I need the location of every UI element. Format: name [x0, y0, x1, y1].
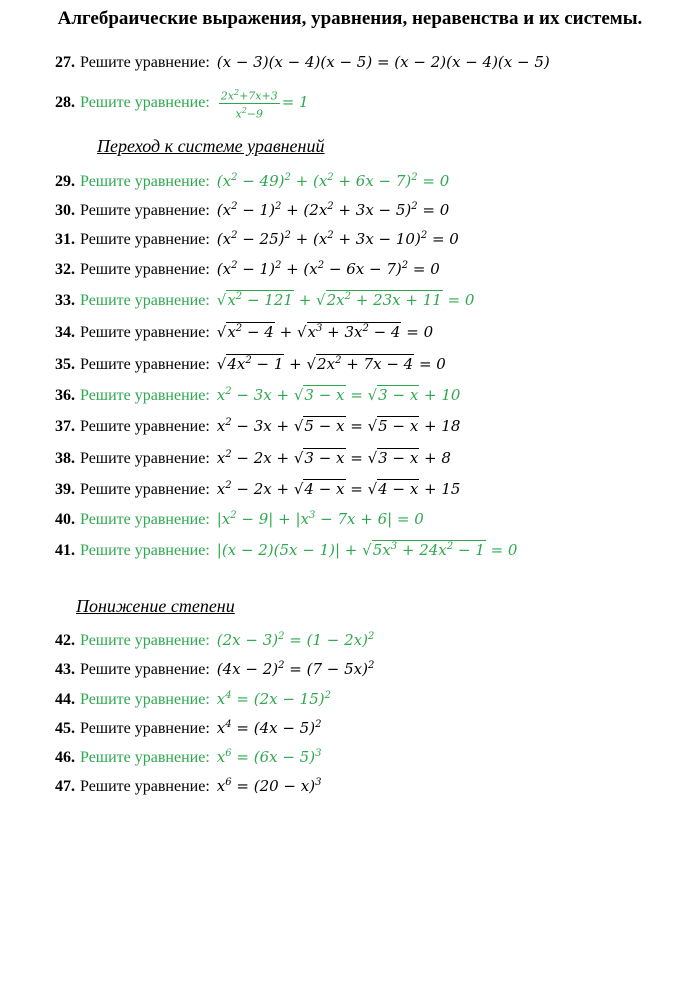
- equation: $√x^2 - 4 + √x^3 + 3x^2 - 4 = 0$: [216, 323, 434, 341]
- problem-prompt: Решите уравнение:: [80, 542, 210, 559]
- equation: $x^2 - 2x + √3 - x = √3 - x + 8$: [216, 449, 451, 467]
- problem-number: 34.: [55, 324, 75, 341]
- problem-number: 47.: [55, 778, 75, 795]
- equation: $(x^2 - 49)^2 + (x^2 + 6x - 7)^2 = 0$: [216, 172, 450, 190]
- problem-prompt: Решите уравнение:: [80, 632, 210, 649]
- problem-37: [55, 413, 460, 437]
- problem-number: 33.: [55, 292, 75, 309]
- problem-number: 45.: [55, 720, 75, 737]
- problem-prompt: Решите уравнение:: [80, 387, 210, 404]
- problem-number: 28.: [55, 94, 75, 112]
- problem-number: 43.: [55, 661, 75, 678]
- problem-prompt: Решите уравнение:: [80, 691, 210, 708]
- problem-28: [55, 86, 309, 120]
- problem-prompt: Решите уравнение:: [80, 778, 210, 795]
- problem-30: [55, 197, 449, 221]
- problem-number: 31.: [55, 231, 75, 248]
- problem-number: 35.: [55, 356, 75, 373]
- problem-prompt: Решите уравнение:: [80, 94, 210, 112]
- equation: $|(x - 2)(5x - 1)| + √5x^3 + 24x^2 - 1 = 0$: [216, 541, 518, 559]
- problem-number: 36.: [55, 387, 75, 404]
- equation: $|x^2 - 9| + |x^3 - 7x + 6| = 0$: [216, 510, 424, 528]
- problem-number: 29.: [55, 173, 75, 190]
- section-heading-system: Переход к системе уравнений: [97, 136, 325, 156]
- problem-prompt: Решите уравнение:: [80, 292, 210, 309]
- problem-number: 27.: [55, 54, 75, 71]
- problem-number: 38.: [55, 450, 75, 467]
- problem-prompt: Решите уравнение:: [80, 356, 210, 373]
- equation: $(x^2 - 1)^2 + (2x^2 + 3x - 5)^2 = 0$: [216, 201, 450, 219]
- problem-34: [55, 319, 433, 343]
- equation: $x^6 = (20 - x)^3$: [216, 777, 322, 795]
- equation: $\frac{2x^2+7x+3}{x^2-9}$ = 1: [220, 88, 309, 121]
- page-title: Алгебраические выражения, уравнения, неравенства и их системы.: [57, 8, 643, 29]
- equation: $x^2 - 2x + √4 - x = √4 - x + 15$: [216, 480, 461, 498]
- problem-29: [55, 168, 449, 192]
- problem-35: [55, 351, 446, 375]
- problem-47: [55, 773, 321, 797]
- problem-38: [55, 445, 451, 469]
- problem-number: 30.: [55, 202, 75, 219]
- problem-40: [55, 506, 424, 530]
- problem-number: 41.: [55, 542, 75, 559]
- problem-prompt: Решите уравнение:: [80, 481, 210, 498]
- problem-number: 42.: [55, 632, 75, 649]
- problem-45: [55, 715, 321, 739]
- problem-36: [55, 382, 460, 406]
- problem-prompt: Решите уравнение:: [80, 749, 210, 766]
- problem-number: 39.: [55, 481, 75, 498]
- problem-prompt: Решите уравнение:: [80, 450, 210, 467]
- equation: $√x^2 - 121 + √2x^2 + 23x + 11 = 0$: [216, 291, 475, 309]
- problem-43: [55, 656, 374, 680]
- equation: $x^4 = (2x - 15)^2$: [216, 690, 331, 708]
- equation: $(x^2 - 25)^2 + (x^2 + 3x - 10)^2 = 0$: [216, 230, 459, 248]
- problem-32: [55, 256, 440, 280]
- equation: $√4x^2 - 1 + √2x^2 + 7x - 4 = 0$: [216, 355, 446, 373]
- problem-number: 46.: [55, 749, 75, 766]
- problem-number: 44.: [55, 691, 75, 708]
- problem-prompt: Решите уравнение:: [80, 231, 210, 248]
- problem-prompt: Решите уравнение:: [80, 418, 210, 435]
- problem-39: [55, 476, 460, 500]
- problem-44: [55, 686, 331, 710]
- problem-prompt: Решите уравнение:: [80, 202, 210, 219]
- problem-41: [55, 537, 517, 561]
- equation: (x − 3)(x − 4)(x − 5) = (x − 2)(x − 4)(x − 5): [216, 53, 550, 71]
- problem-46: [55, 744, 321, 768]
- equation: $(x^2 - 1)^2 + (x^2 - 6x - 7)^2 = 0$: [216, 260, 440, 278]
- problem-number: 37.: [55, 418, 75, 435]
- problem-prompt: Решите уравнение:: [80, 54, 210, 71]
- problem-prompt: Решите уравнение:: [80, 173, 210, 190]
- problem-number: 40.: [55, 511, 75, 528]
- equation: $(2x - 3)^2 = (1 - 2x)^2$: [216, 631, 375, 649]
- equation: $x^2 - 3x + √3 - x = √3 - x + 10$: [216, 386, 461, 404]
- problem-27: [55, 52, 550, 73]
- problem-31: [55, 226, 459, 250]
- problem-prompt: Решите уравнение:: [80, 261, 210, 278]
- problem-33: [55, 287, 474, 311]
- problem-prompt: Решите уравнение:: [80, 511, 210, 528]
- equation: $x^4 = (4x - 5)^2$: [216, 719, 322, 737]
- problem-prompt: Решите уравнение:: [80, 324, 210, 341]
- problem-number: 32.: [55, 261, 75, 278]
- problem-42: [55, 627, 374, 651]
- equation: $x^2 - 3x + √5 - x = √5 - x + 18$: [216, 417, 461, 435]
- problem-prompt: Решите уравнение:: [80, 661, 210, 678]
- section-heading-degree: Понижение степени: [76, 596, 235, 616]
- equation: $(4x - 2)^2 = (7 - 5x)^2$: [216, 660, 375, 678]
- equation: $x^6 = (6x - 5)^3$: [216, 748, 322, 766]
- problem-prompt: Решите уравнение:: [80, 720, 210, 737]
